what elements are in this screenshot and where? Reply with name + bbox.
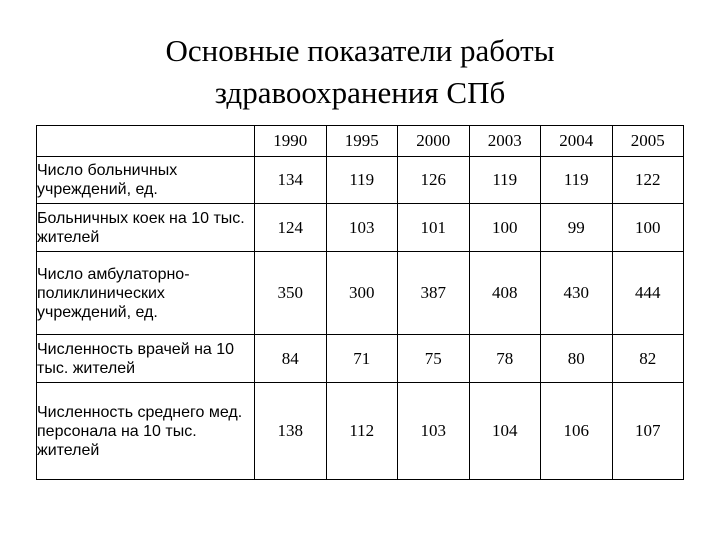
table-cell: 103 bbox=[398, 383, 470, 480]
table-cell: 106 bbox=[541, 383, 613, 480]
table-header-row bbox=[37, 126, 684, 157]
table-cell: 408 bbox=[469, 252, 541, 335]
year-header: 2004 bbox=[541, 126, 613, 157]
row-label: Численность врачей на 10 тыс. жителей bbox=[37, 335, 255, 383]
table-cell: 107 bbox=[612, 383, 684, 480]
table-cell: 124 bbox=[255, 204, 327, 252]
table-cell: 350 bbox=[255, 252, 327, 335]
table-cell: 103 bbox=[326, 204, 398, 252]
table-cell: 119 bbox=[541, 157, 613, 204]
table-cell: 82 bbox=[612, 335, 684, 383]
table-row bbox=[37, 252, 684, 335]
table-cell: 100 bbox=[469, 204, 541, 252]
table-cell: 134 bbox=[255, 157, 327, 204]
page-title bbox=[0, 30, 720, 114]
table-cell: 122 bbox=[612, 157, 684, 204]
table-cell: 300 bbox=[326, 252, 398, 335]
year-header: 2000 bbox=[398, 126, 470, 157]
row-label: Число больничных учреждений, ед. bbox=[37, 157, 255, 204]
table-cell: 112 bbox=[326, 383, 398, 480]
table-cell: 75 bbox=[398, 335, 470, 383]
row-label: Число амбулаторно-поликлинических учреждений, ед. bbox=[37, 252, 255, 335]
table-cell: 387 bbox=[398, 252, 470, 335]
year-header: 2005 bbox=[612, 126, 684, 157]
table-cell: 126 bbox=[398, 157, 470, 204]
year-header: 1990 bbox=[255, 126, 327, 157]
year-header: 2003 bbox=[469, 126, 541, 157]
table-cell: 119 bbox=[469, 157, 541, 204]
table-cell: 119 bbox=[326, 157, 398, 204]
table-cell: 71 bbox=[326, 335, 398, 383]
table-cell: 430 bbox=[541, 252, 613, 335]
page-title-line-1: Основные показатели работы bbox=[165, 33, 555, 68]
table-cell: 444 bbox=[612, 252, 684, 335]
table-cell: 99 bbox=[541, 204, 613, 252]
table-row bbox=[37, 157, 684, 204]
table-cell: 101 bbox=[398, 204, 470, 252]
table-cell: 78 bbox=[469, 335, 541, 383]
table-cell: 84 bbox=[255, 335, 327, 383]
table-cell: 104 bbox=[469, 383, 541, 480]
indicators-table bbox=[36, 125, 684, 480]
table-cell: 138 bbox=[255, 383, 327, 480]
table-corner-cell bbox=[37, 126, 255, 157]
row-label: Больничных коек на 10 тыс. жителей bbox=[37, 204, 255, 252]
table-row bbox=[37, 335, 684, 383]
row-label: Численность среднего мед. персонала на 10 тыс. жителей bbox=[37, 383, 255, 480]
table-cell: 100 bbox=[612, 204, 684, 252]
table-row bbox=[37, 204, 684, 252]
year-header: 1995 bbox=[326, 126, 398, 157]
table-cell: 80 bbox=[541, 335, 613, 383]
table-row bbox=[37, 383, 684, 480]
page-title-line-2: здравоохранения СПб bbox=[214, 75, 506, 110]
